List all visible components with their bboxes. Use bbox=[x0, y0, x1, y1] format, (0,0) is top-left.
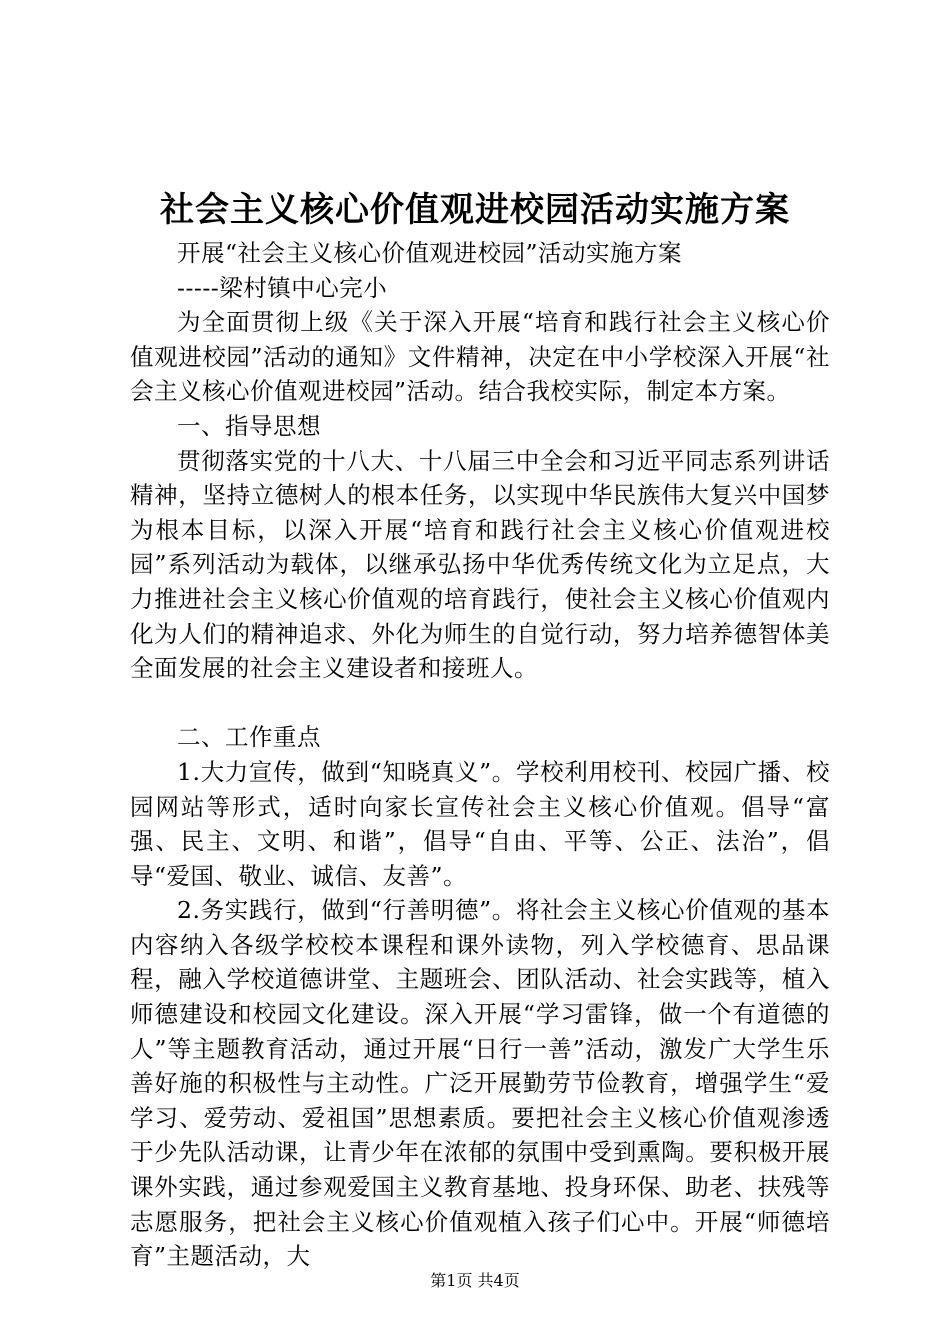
intro-paragraph: 为全面贯彻上级《关于深入开展“培育和践行社会主义核心价值观进校园”活动的通知》文件精神，决定在中小学校深入开展“社会主义核心价值观进校园”活动。结合我校实际，制定本方案。 bbox=[130, 308, 830, 406]
document-body bbox=[130, 236, 830, 1274]
guiding-ideology-paragraph: 贯彻落实党的十八大、十八届三中全会和习近平同志系列讲话精神，坚持立德树人的根本任务，以实现中华民族伟大复兴中国梦为根本目标，以深入开展“培育和践行社会主义核心价值观进校园”系列活动为载体，以继承弘扬中华优秀传统文化为立足点，大力推进社会主义核心价值观的培育践行，使社会主义核心价值观内化为人们的精神追求、外化为师生的自觉行动，努力培养德智体美全面发展的社会主义建设者和接班人。 bbox=[130, 446, 830, 683]
document-subtitle: 开展“社会主义核心价值观进校园”活动实施方案 bbox=[177, 239, 683, 267]
page-footer: 第1页 共4页 bbox=[430, 1271, 520, 1290]
document-byline: -----梁村镇中心完小 bbox=[177, 273, 388, 302]
document-title: 社会主义核心价值观进校园活动实施方案 bbox=[160, 190, 790, 230]
work-focus-item-1: 1.大力宣传，做到“知晓真义”。学校利用校刊、校园广播、校园网站等形式，适时向家长宣传社会主义核心价值观。倡导“富强、民主、文明、和谐”，倡导“自由、平等、公正、法治”，倡导“爱国、敬业、诚信、友善”。 bbox=[130, 757, 830, 890]
section-heading-guiding-ideology: 一、指导思想 bbox=[177, 411, 321, 440]
work-focus-item-2: 2.务实践行，做到“行善明德”。将社会主义核心价值观的基本内容纳入各级学校校本课程和课外读物，列入学校德育、思品课程，融入学校道德讲堂、主题班会、团队活动、社会实践等，植入师德建设和校园文化建设。深入开展“学习雷锋，做一个有道德的人”等主题教育活动，通过开展“日行一善”活动，激发广大学生乐善好施的积极性与主动性。广泛开展勤劳节俭教育，增强学生“爱学习、爱劳动、爱祖国”思想素质。要把社会主义核心价值观渗透于少先队活动课，让青少年在浓郁的氛围中受到熏陶。要积极开展课外实践，通过参观爱国主义教育基地、投身环保、助老、扶残等志愿服务，把社会主义核心价值观植入孩子们心中。开展“师德培育”主题活动，大 bbox=[130, 896, 830, 1271]
blank-line bbox=[130, 686, 830, 721]
section-heading-work-focus: 二、工作重点 bbox=[177, 723, 321, 752]
